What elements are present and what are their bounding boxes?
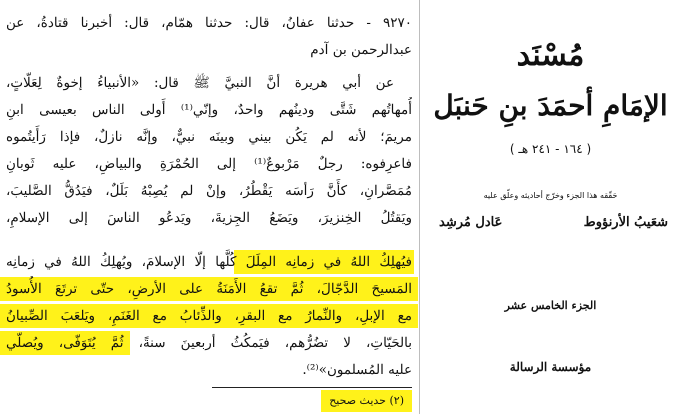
cover-title-line2: الإمَامِ أحمَدَ بنِ حَنبَل bbox=[433, 89, 668, 122]
hadith-line: مُمَصَّرانِ، كأَنَّ رَأسَه يَقْطُرُ، وإنْ لم يُصِبْهُ بَلَلٌ، فيَدُقُّ الصَّليبَ، bbox=[6, 183, 412, 199]
hadith-line: عبدالرحمن بن آدم bbox=[310, 42, 412, 58]
hadith-line: ويَقتُلُ الخِنزيرَ، ويَضَعُ الجِزيةَ، ويَدعُو الناسَ إلى الإسلامِ، bbox=[6, 210, 412, 226]
hadith-line: المَسيحَ الدَّجّالَ، ثُمَّ تقعُ الأَمَنَةُ على الأرضِ، حتّى ترتَعَ الأُسودُ bbox=[6, 281, 412, 297]
footnote-separator bbox=[212, 387, 412, 388]
cover-editor-1: شعَيبُ الأرنؤوط bbox=[583, 215, 668, 230]
cover-publisher: مؤسسة الرسالة bbox=[509, 360, 592, 374]
hadith-line: مريمَ؛ لأنه لم يَكُن بيني وبينَه نبيٌّ، وإنَّه نازلٌ، فإذا رَأَيتُموه bbox=[6, 129, 412, 145]
hadith-line: فاعرِفوه: رجلٌ مَرْبوعٌ⁽¹⁾ إلى الحُمْرَةِ والبياضِ، عليه ثَوبانِ bbox=[6, 156, 412, 172]
cover-dates: ( ١٦٤ - ٢٤١ هـ ) bbox=[509, 142, 592, 156]
panel-divider bbox=[419, 0, 420, 414]
hadith-line: عليه المُسلمون»⁽²⁾. bbox=[302, 362, 412, 378]
hadith-line: ٩٢٧٠ - حدثنا عفانُ، قال: حدثنا همّام، قال: أخبرنا قتادةُ، عن bbox=[6, 15, 412, 31]
footnote: (٢) حديث صحيح bbox=[321, 390, 412, 412]
cover-volume: الجزء الخامس عشر bbox=[504, 299, 597, 312]
hadith-line: مع الإبلِ، والنِّمارُ مع البقرِ، والذِّئابُ مع الغَنَمِ، ويَلعَبَ الصِّبيانُ bbox=[6, 308, 412, 324]
hadith-line: أُمهاتُهم شَتَّى ودينُهم واحدٌ، وإنّي⁽¹⁾ أَولى الناس بعيسى ابنِ bbox=[6, 102, 412, 118]
cover-credit: حَقّقه هذا الجزء وخرّج أحاديثه وعلّق عليه bbox=[483, 191, 618, 200]
hadith-line: عن أبي هريرة أنَّ النبيَّ ﷺ قال: «الأنبياءُ إخوةٌ لِعَلّاتٍ، bbox=[6, 75, 394, 91]
hadith-line: بالحَيّاتِ، لا تضُرُّهم، فيَمكُثُ أربعينَ سنةً، ثُمَّ يُتَوَفّى، ويُصلّي bbox=[6, 335, 412, 351]
book-cover bbox=[421, 0, 680, 414]
hadith-line: فيُهلِكُ اللهُ في زمانِه المِلَلَ كُلَّها إلّا الإسلامَ، ويُهلِكُ اللهُ في زمانِه bbox=[6, 254, 412, 270]
cover-title-line1: مُسْنَد bbox=[516, 38, 585, 73]
cover-editor-2: عَادل مُرشِد bbox=[439, 215, 503, 230]
